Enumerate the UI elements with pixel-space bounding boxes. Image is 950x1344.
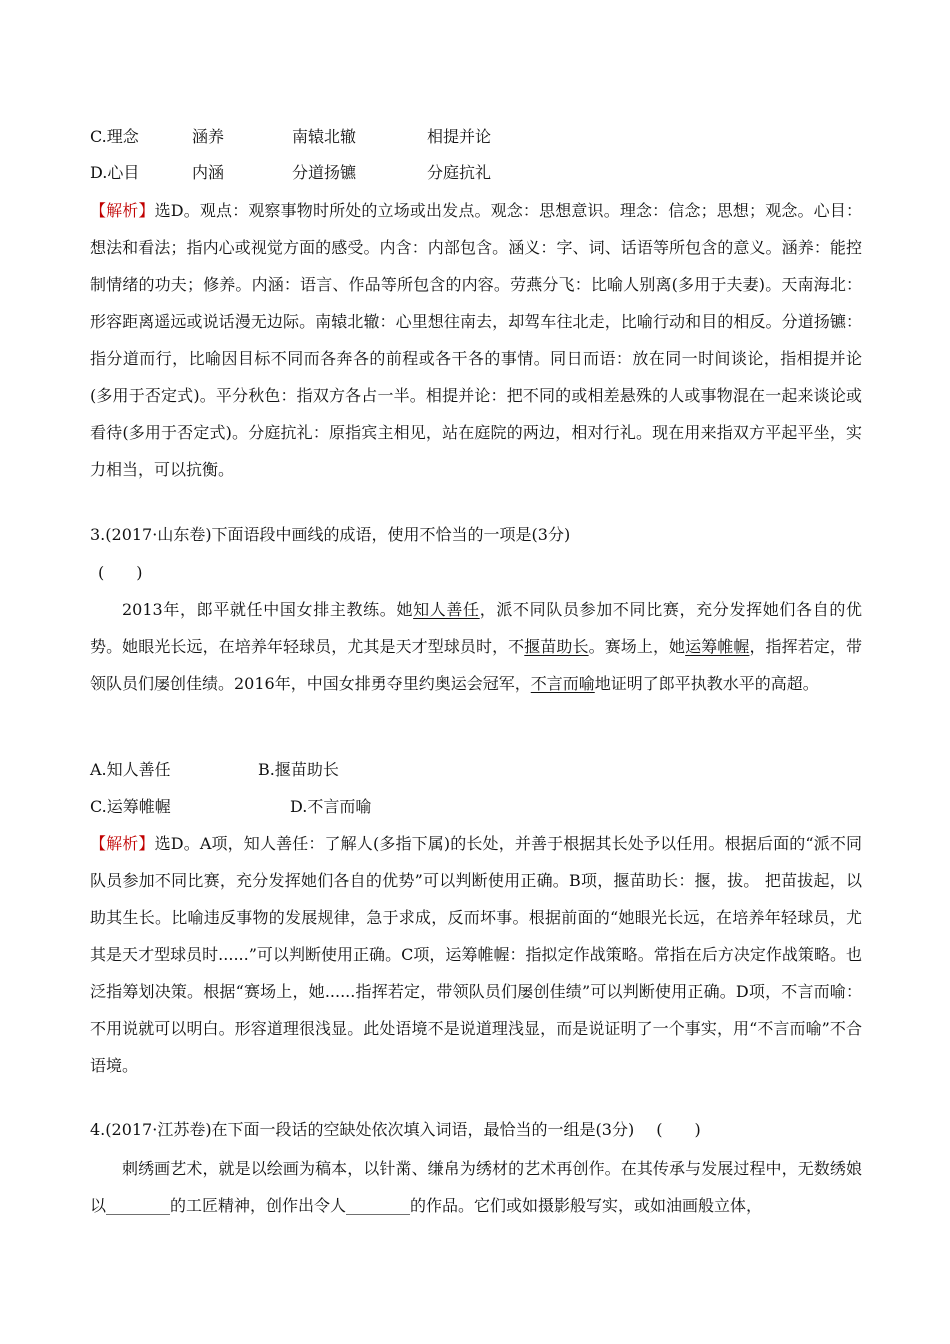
option-c: C.运筹帷幄 [90,797,171,816]
answer-parentheses: ( ) [656,1120,701,1139]
underlined-idiom: 运筹帷幄 [685,637,750,656]
option-word: 相提并论 [427,127,492,146]
question-3-stem: 3.(2017·山东卷)下面语段中画线的成语，使用不恰当的一项是(3分) [90,525,571,544]
option-a: A.知人善任 [90,760,171,779]
question-4-stem [90,1120,701,1140]
option-word: 南辕北辙 [292,127,357,146]
option-word: 分道扬镳 [292,163,357,182]
question-text: 4.(2017·江苏卷)在下面一段话的空缺处依次填入词语，最恰当的一组是(3分) [90,1120,635,1139]
option-word: 涵养 [192,127,225,146]
option-b: B.揠苗助长 [258,760,339,779]
option-word: 分庭抗礼 [427,163,492,182]
underlined-idiom: 知人善任 [413,600,480,619]
underlined-idiom: 揠苗助长 [524,637,589,656]
question-3-passage [90,591,862,702]
passage-text: 。赛场上，她 [588,637,686,656]
answer-parentheses: ( ) [98,563,143,582]
passage-text: ，派不同队员参加不同比赛，充分发挥她们各自的优势。她眼光长远，在培养年轻球员，尤其是天才型球员时，不 [90,600,862,656]
option-word: 内涵 [192,163,225,182]
analysis-q3 [90,825,862,1084]
analysis-tag: 【解析】 [90,834,155,853]
option-letter: C.理念 [90,127,139,146]
analysis-tag: 【解析】 [90,201,155,220]
analysis-q2 [90,192,862,488]
underlined-idiom: 不言而喻 [530,674,595,693]
passage-text: 地证明了郎平执教水平的高超。 [594,674,819,693]
passage-text: 2013年，郎平就任中国女排主教练。她 [122,600,414,619]
option-letter: D.心目 [90,163,140,182]
analysis-text: 选D。A项，知人善任：了解人(多指下属)的长处，并善于根据其长处予以任用。根据后面的“派不同队员参加不同比赛，充分发挥她们各自的优势”可以判断使用正确。B项，揠苗助长：揠，拔。 把苗拔起，以助其生长。比喻违反事物的发展规律，急于求成，反而坏事。根据前面的“她眼光长远，在培养年轻球员，尤其是天才型球员时......”可以判断使用正确。C项，运筹帷幄：指拟定作战策略。常指在后方决定作战策略。也泛指筹划决策。根据“赛场上，她......指挥若定，带领队员们屡创佳绩”可以判断使用正确。D项，不言而喻：不用说就可以明白。形容道理很浅显。此处语境不是说道理浅显，而是说证明了一个事实，用“不言而喻”不合语境。 [90,834,862,1075]
question-4-passage: 刺绣画艺术，就是以绘画为稿本，以针黹、缣帛为绣材的艺术再创作。在其传承与发展过程中，无数绣娘以________的工匠精神，创作出令人________的作品。它们或如摄影般写实，或如油画般立体， [90,1159,862,1215]
passage-text: ，指挥若定，带领队员们屡创佳绩。2016年，中国女排勇夺里约奥运会冠军， [90,637,862,693]
analysis-text: 选D。观点：观察事物时所处的立场或出发点。观念：思想意识。理念：信念；思想；观念。心目：想法和看法；指内心或视觉方面的感受。内含：内部包含。涵义：字、词、话语等所包含的意义。涵养：能控制情绪的功夫；修养。内涵：语言、作品等所包含的内容。劳燕分飞：比喻人别离(多用于夫妻)。天南海北：形容距离遥远或说话漫无边际。南辕北辙：心里想往南去，却驾车往北走，比喻行动和目的相反。分道扬镳：指分道而行，比喻因目标不同而各奔各的前程或各干各的事情。同日而语：放在同一时间谈论，指相提并论(多用于否定式)。平分秋色：指双方各占一半。相提并论：把不同的或相差悬殊的人或事物混在一起来谈论或看待(多用于否定式)。分庭抗礼：原指宾主相见，站在庭院的两边，相对行礼。现在用来指双方平起平坐，实力相当，可以抗衡。 [90,201,862,479]
option-d: D.不言而喻 [290,797,372,816]
